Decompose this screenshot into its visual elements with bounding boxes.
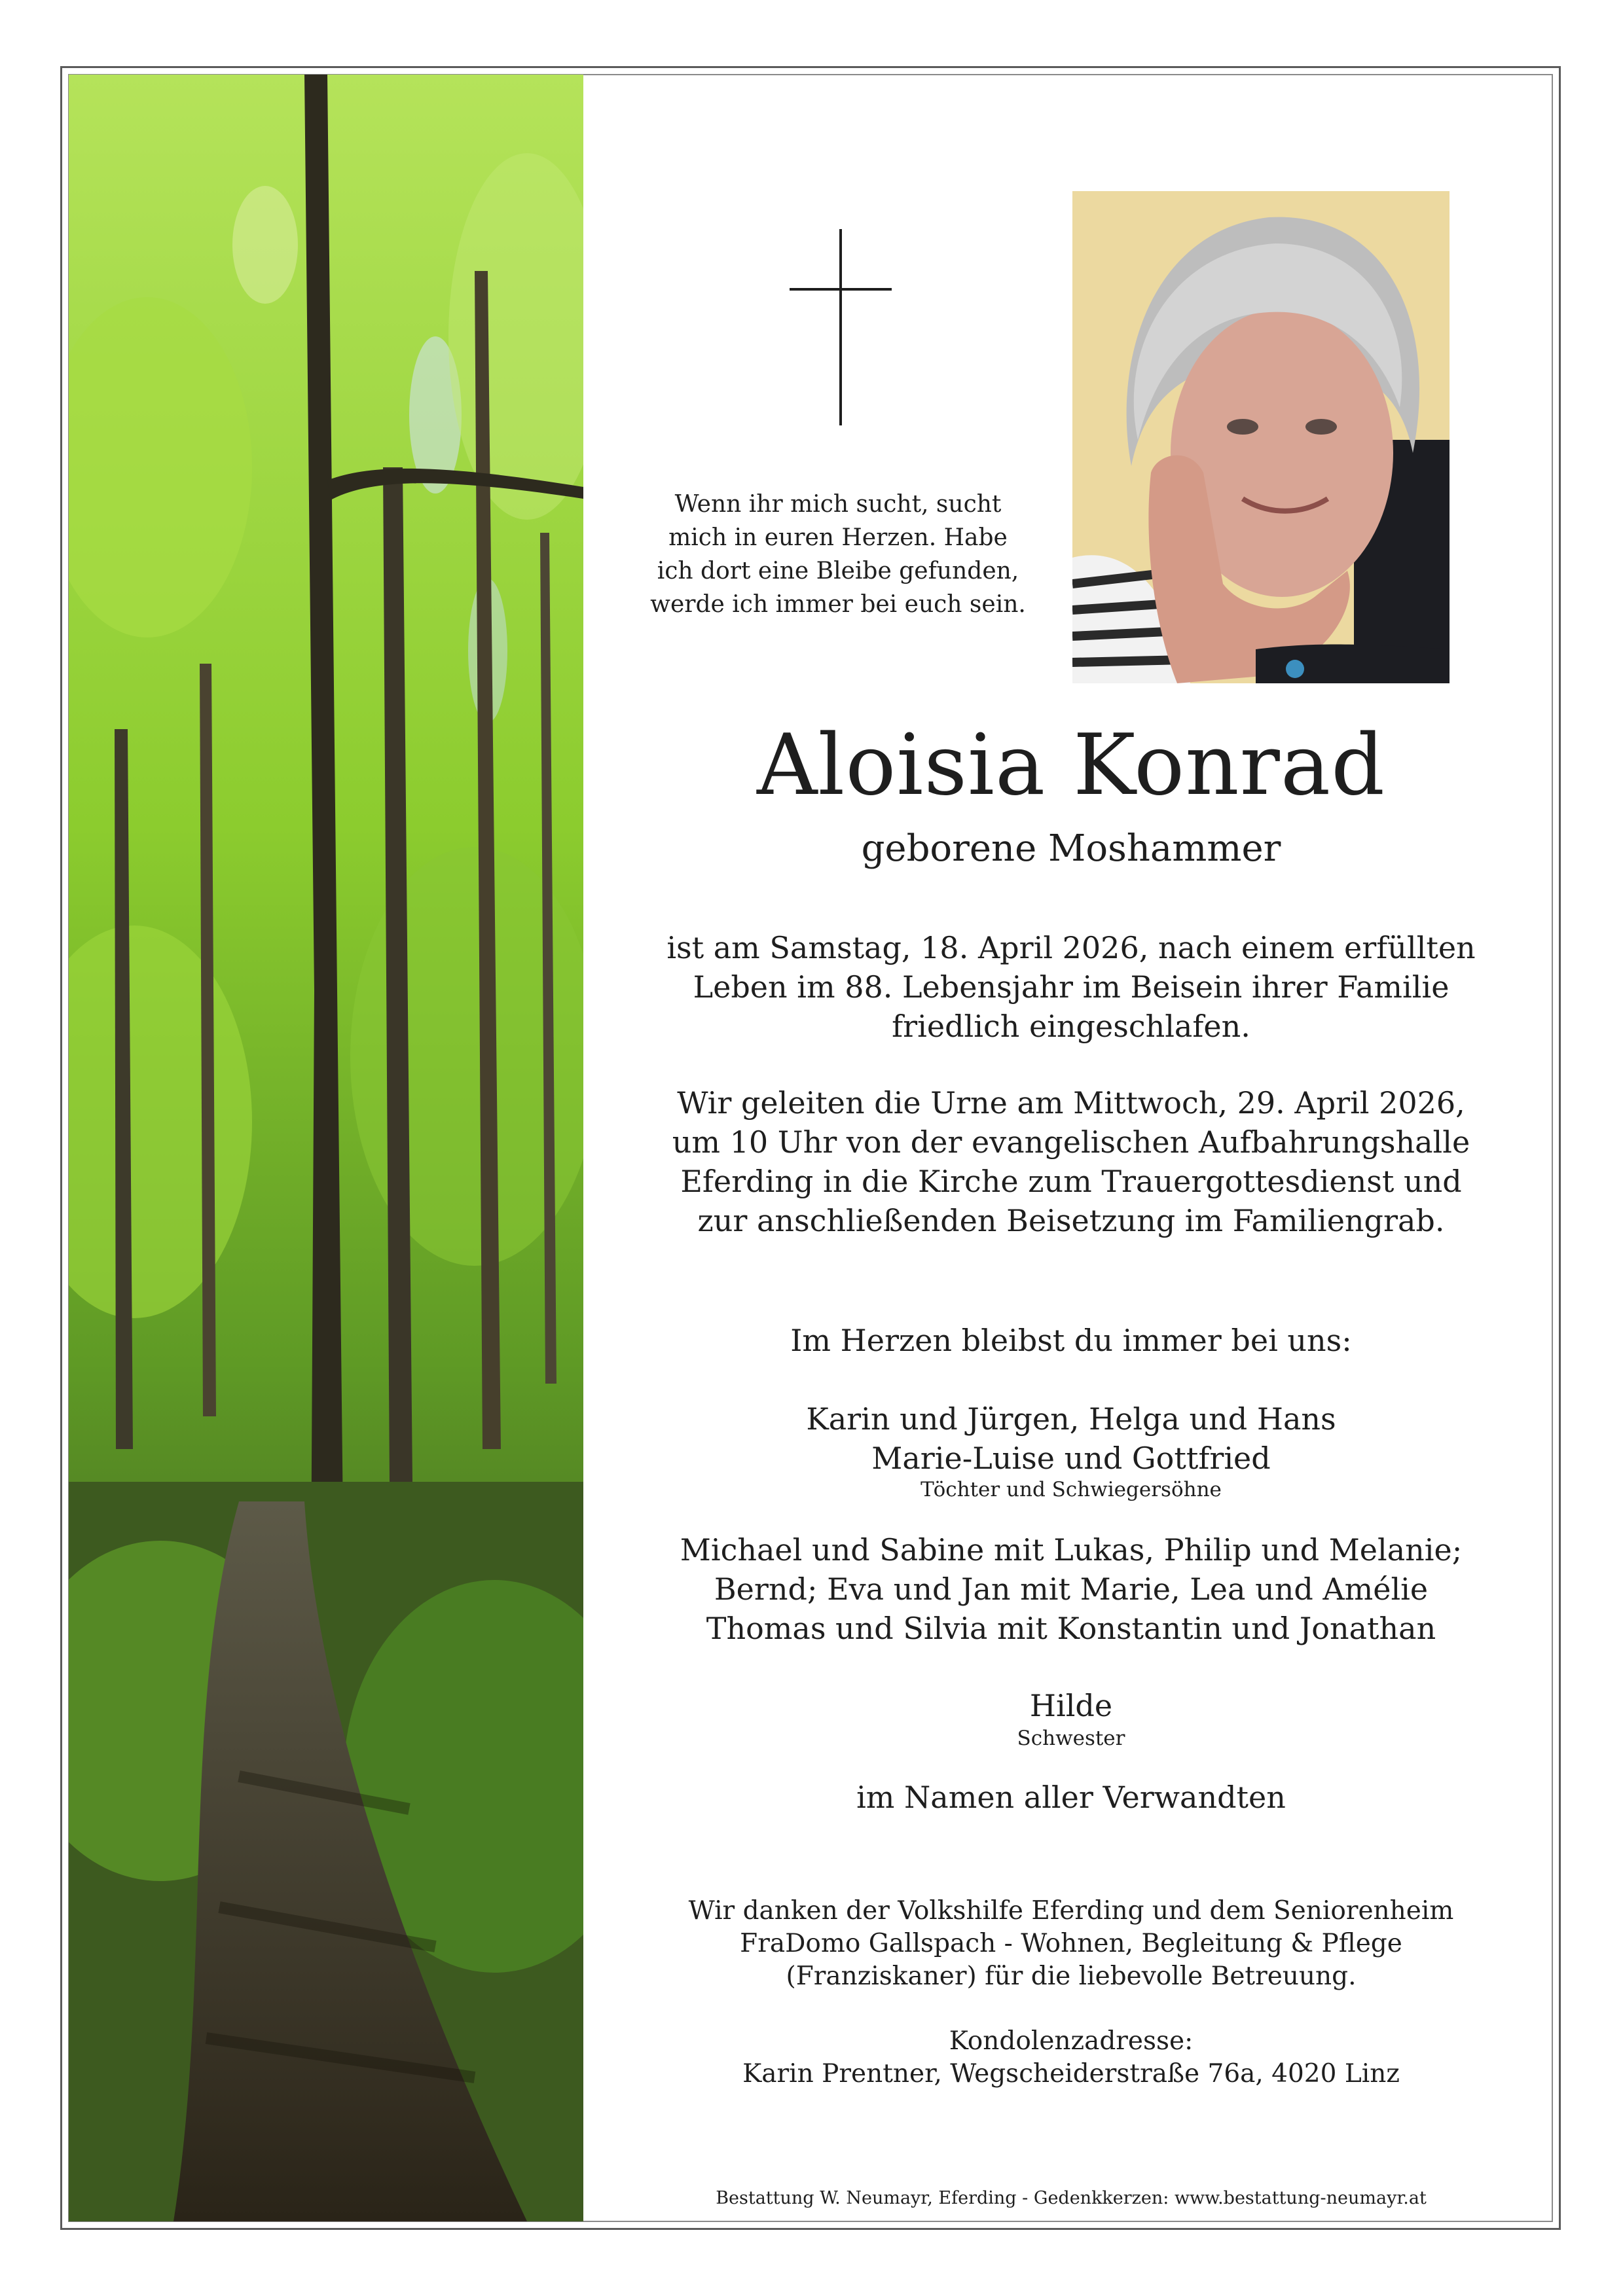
mourner-line: Karin und Jürgen, Helga und Hans <box>806 1401 1336 1437</box>
forest-photo <box>69 75 583 2221</box>
mourners-intro: Im Herzen bleibst du immer bei uns: <box>790 1323 1352 1358</box>
condolence-label: Kondolenzadresse: <box>949 2026 1194 2056</box>
thanks-line: (Franziskaner) für die liebevolle Betreuung. <box>786 1962 1357 1991</box>
condolence-address <box>655 2025 1487 2090</box>
condolence-address-text: Karin Prentner, Wegscheiderstraße 76a, 4020 Linz <box>742 2059 1400 2089</box>
funeral-line: Eferding in die Kirche zum Trauergottesdienst und <box>680 1164 1462 1199</box>
thanks-note <box>655 1895 1487 1993</box>
cross-icon <box>788 229 893 425</box>
funeral-line: zur anschließenden Beisetzung im Familiengrab. <box>697 1203 1445 1238</box>
funeral-line: Wir geleiten die Urne am Mittwoch, 29. April 2026, <box>677 1085 1465 1121</box>
mourner-line: Michael und Sabine mit Lukas, Philip und Melanie; <box>680 1532 1463 1568</box>
relatives-line: im Namen aller Verwandten <box>856 1780 1286 1815</box>
grandchildren-list <box>642 1530 1501 1648</box>
sister-caption: Schwester <box>1017 1727 1125 1750</box>
forest-illustration <box>69 75 583 2221</box>
thanks-line: Wir danken der Volkshilfe Eferding und dem Seniorenheim <box>688 1896 1454 1926</box>
mourner-line: Thomas und Silvia mit Konstantin und Jonathan <box>706 1611 1436 1646</box>
verse-line: Wenn ihr mich sucht, sucht <box>674 491 1002 518</box>
announcement-line: ist am Samstag, 18. April 2026, nach einem erfüllten <box>666 930 1476 965</box>
mourner-line: Bernd; Eva und Jan mit Marie, Lea und Amélie <box>714 1571 1429 1607</box>
announcement-line: Leben im 88. Lebensjahr im Beisein ihrer Familie <box>693 969 1450 1005</box>
verse-line: werde ich immer bei euch sein. <box>650 591 1026 618</box>
thanks-line: FraDomo Gallspach - Wohnen, Begleitung & Pflege <box>740 1929 1402 1958</box>
verse-line: ich dort eine Bleibe gefunden, <box>657 558 1019 584</box>
maiden-name: geborene Moshammer <box>861 827 1281 870</box>
funeral-line: um 10 Uhr von der evangelischen Aufbahrungshalle <box>672 1124 1470 1160</box>
deceased-name: Aloisia Konrad <box>756 717 1386 814</box>
portrait-photo <box>1072 191 1450 683</box>
daughters-caption: Töchter und Schwiegersöhne <box>921 1478 1222 1501</box>
mourner-line: Marie-Luise und Gottfried <box>871 1441 1271 1476</box>
funeral-details <box>642 1083 1501 1240</box>
daughters-list <box>655 1399 1487 1478</box>
sister-name: Hilde <box>1029 1688 1113 1723</box>
memorial-verse <box>619 488 1057 621</box>
portrait-illustration <box>1072 191 1450 683</box>
announcement-line: friedlich eingeschlafen. <box>892 1009 1250 1044</box>
death-announcement <box>642 928 1501 1046</box>
verse-line: mich in euren Herzen. Habe <box>668 524 1008 551</box>
funeral-home-footer: Bestattung W. Neumayr, Eferding - Gedenkkerzen: www.bestattung-neumayr.at <box>716 2188 1427 2208</box>
